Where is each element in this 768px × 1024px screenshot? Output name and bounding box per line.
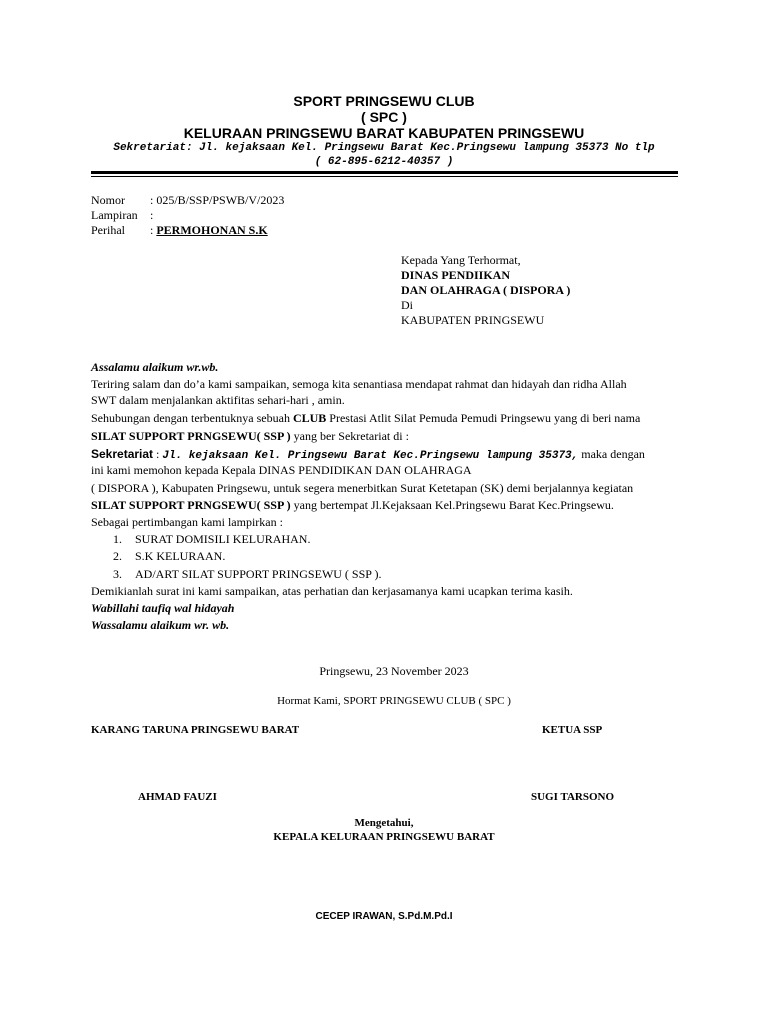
recipient-city: KABUPATEN PRINGSEWU bbox=[401, 313, 545, 327]
perihal-colon: : bbox=[150, 223, 157, 237]
paragraph-2-text-b: Prestasi Atlit Silat Pemuda Pemudi Pringsewu yang di beri nama bbox=[326, 411, 641, 425]
letterhead-rule-thin bbox=[91, 176, 678, 177]
club-location: KELURAAN PRINGSEWU BARAT KABUPATEN PRINGSEWU bbox=[183, 125, 585, 141]
attachment-1 bbox=[113, 532, 310, 547]
paragraph-1-line-2: SWT dalam menjalankan aktifitas sehari-hari , amin. bbox=[91, 393, 345, 407]
recipient-di: Di bbox=[401, 298, 413, 312]
left-signatory-name: AHMAD FAUZI bbox=[138, 791, 217, 803]
lampiran-value: : bbox=[150, 208, 154, 222]
perihal-label: Perihal bbox=[91, 223, 125, 237]
paragraph-2 bbox=[91, 411, 640, 426]
paragraph-3-text: yang ber Sekretariat di : bbox=[290, 429, 409, 443]
secretariat-address: Sekretariat: Jl. kejaksaan Kel. Pringsewu Barat Kec.Pringsewu lampung 35373 No tlp bbox=[113, 142, 655, 154]
mengetahui: Mengetahui, bbox=[354, 817, 414, 829]
paragraph-6: ( DISPORA ), Kabupaten Pringsewu, untuk segera menerbitkan Surat Ketetapan (SK) demi berjalannya kegiatan bbox=[91, 481, 634, 495]
attachment-2 bbox=[113, 549, 225, 564]
attachment-3 bbox=[113, 567, 382, 582]
attachment-2-text: S.K KELURAAN. bbox=[135, 549, 226, 563]
paragraph-2-club: CLUB bbox=[292, 411, 327, 425]
paragraph-5: ini kami memohon kepada Kepala DINAS PENDIDIKAN DAN OLAHRAGA bbox=[91, 463, 472, 477]
club-abbreviation: ( SPC ) bbox=[361, 109, 407, 125]
sekretariat-address: Jl. kejaksaan Kel. Pringsewu Barat Kec.Pringsewu lampung 35373, bbox=[162, 450, 579, 462]
recipient-salutation: Kepada Yang Terhormat, bbox=[401, 253, 521, 267]
paragraph-4-text: maka dengan bbox=[578, 447, 645, 461]
perihal-value: PERMOHONAN S.K bbox=[156, 223, 268, 237]
attachment-3-text: AD/ART SILAT SUPPORT PRINGSEWU ( SSP ). bbox=[135, 567, 382, 581]
perihal-row bbox=[150, 223, 268, 238]
sekretariat-colon: : bbox=[153, 447, 163, 461]
nomor-label: Nomor bbox=[91, 193, 125, 207]
attachment-3-number: 3. bbox=[113, 567, 122, 581]
organization-name-2: SILAT SUPPORT PRNGSEWU( SSP ) bbox=[91, 498, 291, 512]
sekretariat-label: Sekretariat bbox=[91, 447, 154, 461]
closing-paragraph: Demikianlah surat ini kami sampaikan, atas perhatian dan kerjasamanya kami ucapkan terima kasih. bbox=[91, 584, 573, 598]
attachment-1-number: 1. bbox=[113, 532, 122, 546]
hormat-kami: Hormat Kami, SPORT PRINGSEWU CLUB ( SPC ) bbox=[277, 695, 511, 707]
kepala-kelurahan-name: CECEP IRAWAN, S.Pd.M.Pd.I bbox=[315, 911, 453, 922]
place-date: Pringsewu, 23 November 2023 bbox=[319, 664, 469, 678]
paragraph-1-line-1: Teriring salam dan do’a kami sampaikan, semoga kita senantiasa mendapat rahmat dan hidayah dan ridha Allah bbox=[91, 377, 627, 391]
lampiran-label: Lampiran bbox=[91, 208, 138, 222]
wassalamu: Wassalamu alaikum wr. wb. bbox=[91, 618, 230, 632]
left-signatory-org: KARANG TARUNA PRINGSEWU BARAT bbox=[91, 724, 300, 736]
organization-name: SILAT SUPPORT PRNGSEWU( SSP ) bbox=[91, 429, 291, 443]
paragraph-4 bbox=[91, 447, 645, 462]
recipient-line-3: DAN OLAHRAGA ( DISPORA ) bbox=[401, 283, 571, 297]
attachment-1-text: SURAT DOMISILI KELURAHAN. bbox=[135, 532, 311, 546]
recipient-line-2: DINAS PENDIIKAN bbox=[401, 268, 511, 282]
greeting: Assalamu alaikum wr.wb. bbox=[91, 360, 219, 374]
wabillahi: Wabillahi taufiq wal hidayah bbox=[91, 601, 235, 615]
paragraph-7 bbox=[91, 498, 614, 513]
paragraph-2-text-a: Sehubungan dengan terbentuknya sebuah bbox=[91, 411, 293, 425]
attachment-2-number: 2. bbox=[113, 549, 122, 563]
paragraph-8: Sebagai pertimbangan kami lampirkan : bbox=[91, 515, 283, 529]
nomor-value: : 025/B/SSP/PSWB/V/2023 bbox=[150, 193, 285, 207]
paragraph-3 bbox=[91, 429, 409, 444]
club-name: SPORT PRINGSEWU CLUB bbox=[293, 93, 475, 109]
right-signatory-name: SUGI TARSONO bbox=[531, 791, 615, 803]
letterhead-rule-thick bbox=[91, 171, 678, 174]
kepala-kelurahan-title: KEPALA KELURAAN PRINGSEWU BARAT bbox=[273, 831, 495, 843]
club-phone: ( 62-895-6212-40357 ) bbox=[314, 156, 454, 168]
paragraph-7-text: yang bertempat Jl.Kejaksaan Kel.Pringsewu Barat Kec.Pringsewu. bbox=[290, 498, 614, 512]
right-signatory-title: KETUA SSP bbox=[542, 724, 603, 736]
